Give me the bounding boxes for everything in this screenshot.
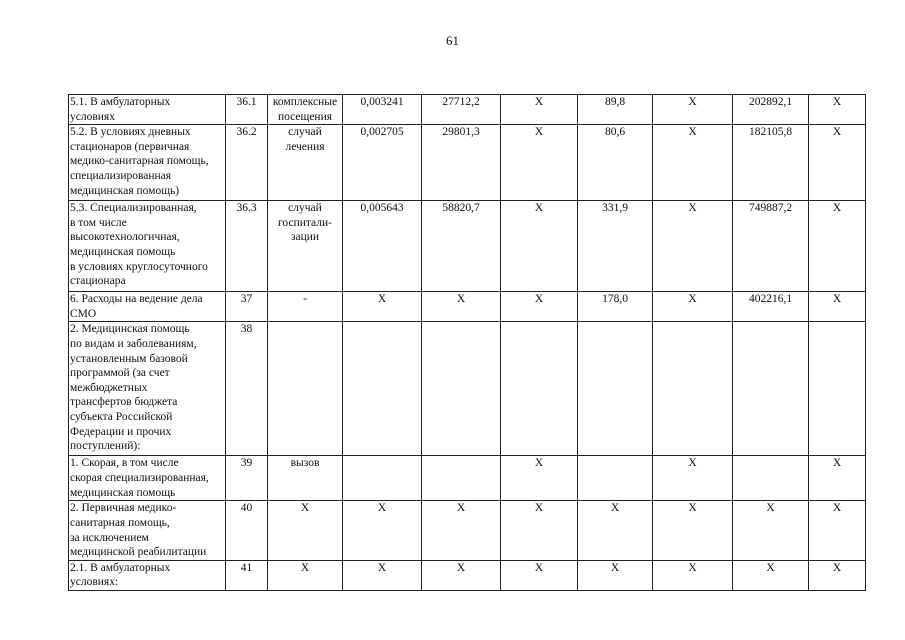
cell-c7: X xyxy=(809,201,866,292)
cell-c7: X xyxy=(809,125,866,201)
row-unit xyxy=(268,560,343,590)
cell-c1: X xyxy=(343,560,422,590)
cell-c5: X xyxy=(653,125,733,201)
table-row xyxy=(69,560,866,590)
row-unit xyxy=(268,322,343,456)
row-name-line: трансфертов бюджета xyxy=(70,396,178,409)
cell-c7: X xyxy=(809,292,866,322)
row-unit xyxy=(268,292,343,322)
cell-c7: X xyxy=(809,501,866,560)
cell-c2: X xyxy=(422,501,501,560)
row-name-line: высокотехнологичная, xyxy=(70,231,180,244)
cell-c4: 80,6 xyxy=(578,125,653,201)
row-name-line: программой (за счет xyxy=(70,367,170,380)
row-name-line: 2. Первичная медико- xyxy=(70,502,177,515)
row-unit-line: - xyxy=(303,293,307,306)
row-name-line: 2. Медицинская помощь xyxy=(70,323,190,336)
table-row xyxy=(69,201,866,292)
cell-c3 xyxy=(501,322,578,456)
row-name xyxy=(69,560,226,590)
row-name-line: стационаров (первичная xyxy=(70,140,190,153)
row-name-line: санитарная помощь, xyxy=(70,516,170,529)
cell-c6: 749887,2 xyxy=(733,201,809,292)
row-number: 38 xyxy=(226,322,268,456)
row-number: 37 xyxy=(226,292,268,322)
cell-c2: 29801,3 xyxy=(422,125,501,201)
row-name-line: 5.2. В условиях дневных xyxy=(70,126,191,139)
row-name xyxy=(69,125,226,201)
cell-c1: X xyxy=(343,501,422,560)
row-name-line: условиях xyxy=(70,110,115,123)
row-name-line: 5.1. В амбулаторных xyxy=(70,96,171,108)
row-unit-line: лечения xyxy=(285,140,325,153)
row-name xyxy=(69,95,226,125)
cell-c3: X xyxy=(501,125,578,201)
cell-c6: X xyxy=(733,501,809,560)
cell-c4: 89,8 xyxy=(578,95,653,125)
cell-c6 xyxy=(733,322,809,456)
row-unit-line: X xyxy=(300,502,310,515)
row-name-line: медицинская помощь) xyxy=(70,184,180,197)
cell-c7: X xyxy=(809,95,866,125)
cell-c6: 182105,8 xyxy=(733,125,809,201)
page-number: 61 xyxy=(446,33,459,48)
cell-c2 xyxy=(422,322,501,456)
cell-c4: X xyxy=(578,560,653,590)
cell-c5: X xyxy=(653,292,733,322)
cell-c7 xyxy=(809,322,866,456)
row-name xyxy=(69,201,226,292)
row-number: 36.1 xyxy=(226,95,268,125)
cell-c3: X xyxy=(501,292,578,322)
cell-c7: X xyxy=(809,560,866,590)
cell-c3: X xyxy=(501,501,578,560)
table-body xyxy=(69,95,866,591)
cell-c5 xyxy=(653,322,733,456)
row-unit-line: случай xyxy=(288,202,322,215)
cell-c2 xyxy=(422,456,501,501)
row-name-line: стационара xyxy=(70,275,126,288)
cell-c2: 27712,2 xyxy=(422,95,501,125)
row-unit-line: X xyxy=(300,561,310,574)
cell-c4: X xyxy=(578,501,653,560)
row-name-line: медицинской реабилитации xyxy=(70,546,207,559)
row-unit-line: зации xyxy=(290,231,320,244)
cell-c4: 178,0 xyxy=(578,292,653,322)
row-name-line: 6. Расходы на ведение дела xyxy=(70,293,203,306)
row-name-line: медицинская помощь xyxy=(70,245,176,258)
cell-c5: X xyxy=(653,201,733,292)
row-name xyxy=(69,322,226,456)
cell-c5: X xyxy=(653,560,733,590)
cell-c2: 58820,7 xyxy=(422,201,501,292)
row-number: 39 xyxy=(226,456,268,501)
row-name-line: медицинская помощь xyxy=(70,486,176,499)
row-name-line: субъекта Российской xyxy=(70,410,173,423)
cell-c5: X xyxy=(653,95,733,125)
row-unit-line: комплексные xyxy=(272,96,338,108)
cell-c6: 402216,1 xyxy=(733,292,809,322)
row-name-line: в том числе xyxy=(70,216,127,229)
cell-c1 xyxy=(343,456,422,501)
row-number: 36.3 xyxy=(226,201,268,292)
table-row xyxy=(69,125,866,201)
row-name-line: СМО xyxy=(70,307,97,320)
cell-c1 xyxy=(343,322,422,456)
row-unit-line: случай xyxy=(288,126,322,139)
cell-c1: 0,003241 xyxy=(343,95,422,125)
cell-c3: X xyxy=(501,560,578,590)
row-name-line: межбюджетных xyxy=(70,381,148,394)
cell-c7: X xyxy=(809,456,866,501)
row-unit-line: вызов xyxy=(290,457,320,470)
row-name-line: скорая специализированная, xyxy=(70,471,209,484)
row-unit xyxy=(268,501,343,560)
cell-c3: X xyxy=(501,201,578,292)
row-number: 36.2 xyxy=(226,125,268,201)
row-name-line: условиях: xyxy=(70,576,119,589)
cell-c1: 0,005643 xyxy=(343,201,422,292)
row-name xyxy=(69,292,226,322)
cell-c6 xyxy=(733,456,809,501)
row-unit xyxy=(268,201,343,292)
cell-c5: X xyxy=(653,501,733,560)
table-row xyxy=(69,292,866,322)
row-name-line: Федерации и прочих xyxy=(70,425,172,438)
row-unit xyxy=(268,456,343,501)
cell-c4: 331,9 xyxy=(578,201,653,292)
cell-c3: X xyxy=(501,95,578,125)
row-unit xyxy=(268,125,343,201)
row-name xyxy=(69,456,226,501)
table-row xyxy=(69,322,866,456)
row-name xyxy=(69,501,226,560)
table-row xyxy=(69,456,866,501)
row-name-line: в условиях круглосуточного xyxy=(70,260,208,273)
cell-c4 xyxy=(578,322,653,456)
cell-c3: X xyxy=(501,456,578,501)
data-table xyxy=(68,94,866,591)
row-number: 41 xyxy=(226,560,268,590)
cell-c6: 202892,1 xyxy=(733,95,809,125)
cell-c2: X xyxy=(422,292,501,322)
row-unit-line: посещения xyxy=(277,110,333,123)
row-name-line: 5.3. Специализированная, xyxy=(70,202,197,215)
row-number: 40 xyxy=(226,501,268,560)
cell-c1: 0,002705 xyxy=(343,125,422,201)
row-unit xyxy=(268,95,343,125)
row-name-line: медико-санитарная помощь, xyxy=(70,155,209,168)
row-name-line: по видам и заболеваниям, xyxy=(70,337,197,350)
row-name-line: за исключением xyxy=(70,531,149,544)
cell-c2: X xyxy=(422,560,501,590)
table-row xyxy=(69,501,866,560)
row-name-line: специализированная xyxy=(70,169,172,182)
cell-c4 xyxy=(578,456,653,501)
row-name-line: поступлений): xyxy=(70,440,141,453)
cell-c6: X xyxy=(733,560,809,590)
row-name-line: 2.1. В амбулаторных xyxy=(70,561,171,574)
table-row xyxy=(69,95,866,125)
row-name-line: 1. Скорая, в том числе xyxy=(70,457,179,470)
row-unit-line: госпитали- xyxy=(278,216,332,229)
cell-c5: X xyxy=(653,456,733,501)
cell-c1: X xyxy=(343,292,422,322)
row-name-line: установленным базовой xyxy=(70,352,188,365)
